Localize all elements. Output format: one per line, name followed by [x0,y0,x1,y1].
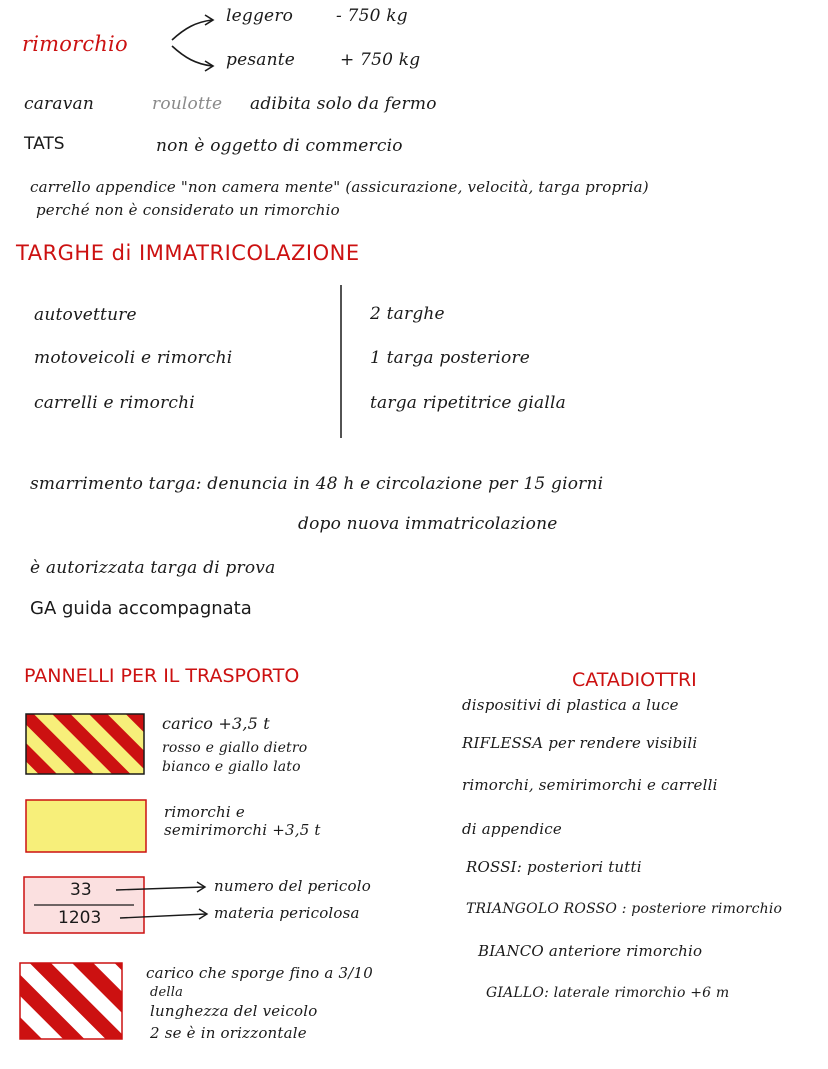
catadiottri-title: CATADIOTTRI [572,669,697,691]
catadiottri-line-4: di appendice [462,820,562,838]
pannello-4-line2: della [150,985,184,1000]
targhe-plate-1: 2 targhe [370,304,445,324]
note-smarrimento-2: dopo nuova immatricolazione [298,514,558,534]
arrow-down-icon [172,46,212,66]
pannello-4-line4: 2 se è in orizzontale [150,1024,307,1042]
tats-term: TATS [24,134,65,154]
carrello-line1: carrello appendice "non camera mente" (assicurazione, velocità, targa propria) [30,178,649,196]
rimorchio-label: rimorchio [22,32,128,56]
targhe-vehicle-1: autovetture [34,305,137,325]
pannello-1-line1: carico +3,5 t [162,714,270,733]
catadiottri-line-2: RIFLESSA per rendere visibili [462,734,698,752]
caravan-term: caravan [24,94,95,114]
targhe-vehicle-2: motoveicoli e rimorchi [34,348,233,368]
targhe-title: TARGHE di IMMATRICOLAZIONE [16,241,360,265]
pannello-2-line2: semirimorchi +3,5 t [164,821,321,839]
catadiottri-line-6: TRIANGOLO ROSSO : posteriore rimorchio [466,901,783,917]
panel-yellow [26,800,146,852]
catadiottri-line-7: BIANCO anteriore rimorchio [478,942,703,960]
note-prova: è autorizzata targa di prova [30,558,276,578]
arrow-up-icon [172,20,212,40]
hazmat-label-top: numero del pericolo [214,877,371,895]
rimorchio-leggero: leggero [226,6,294,26]
catadiottri-line-5: ROSSI: posteriori tutti [466,858,642,876]
note-smarrimento-1: smarrimento targa: denuncia in 48 h e circolazione per 15 giorni [30,474,604,494]
pannello-1-line3: bianco e giallo lato [162,759,301,775]
pannello-2-line1: rimorchi e [164,803,245,821]
targhe-vehicle-3: carrelli e rimorchi [34,393,195,413]
pannelli-title: PANNELLI PER IL TRASPORTO [24,665,300,687]
panel-red-white [20,963,122,1039]
rimorchio-pesante-value: + 750 kg [340,50,421,70]
catadiottri-line-8: GIALLO: laterale rimorchio +6 m [486,985,730,1001]
hazmat-number-top: 33 [70,880,92,900]
catadiottri-line-1: dispositivi di plastica a luce [462,696,679,714]
targhe-plate-3: targa ripetitrice gialla [370,393,566,413]
caravan-alt: roulotte [152,94,223,114]
hazmat-number-bottom: 1203 [58,908,102,928]
pannello-1-line2: rosso e giallo dietro [162,740,308,756]
tats-desc: non è oggetto di commercio [156,136,403,156]
pannello-4-line1: carico che sporge fino a 3/10 [146,964,373,982]
hazmat-label-bottom: materia pericolosa [214,904,360,922]
caravan-desc: adibita solo da fermo [250,94,437,114]
rimorchio-leggero-value: - 750 kg [336,6,408,26]
catadiottri-line-3: rimorchi, semirimorchi e carrelli [462,776,718,794]
pannello-4-line3: lunghezza del veicolo [150,1002,318,1020]
panel-red-yellow [26,714,144,774]
note-ga: GA guida accompagnata [30,598,252,619]
targhe-plate-2: 1 targa posteriore [370,348,531,368]
rimorchio-pesante: pesante [226,50,296,70]
carrello-line2: perché non è considerato un rimorchio [36,201,340,219]
